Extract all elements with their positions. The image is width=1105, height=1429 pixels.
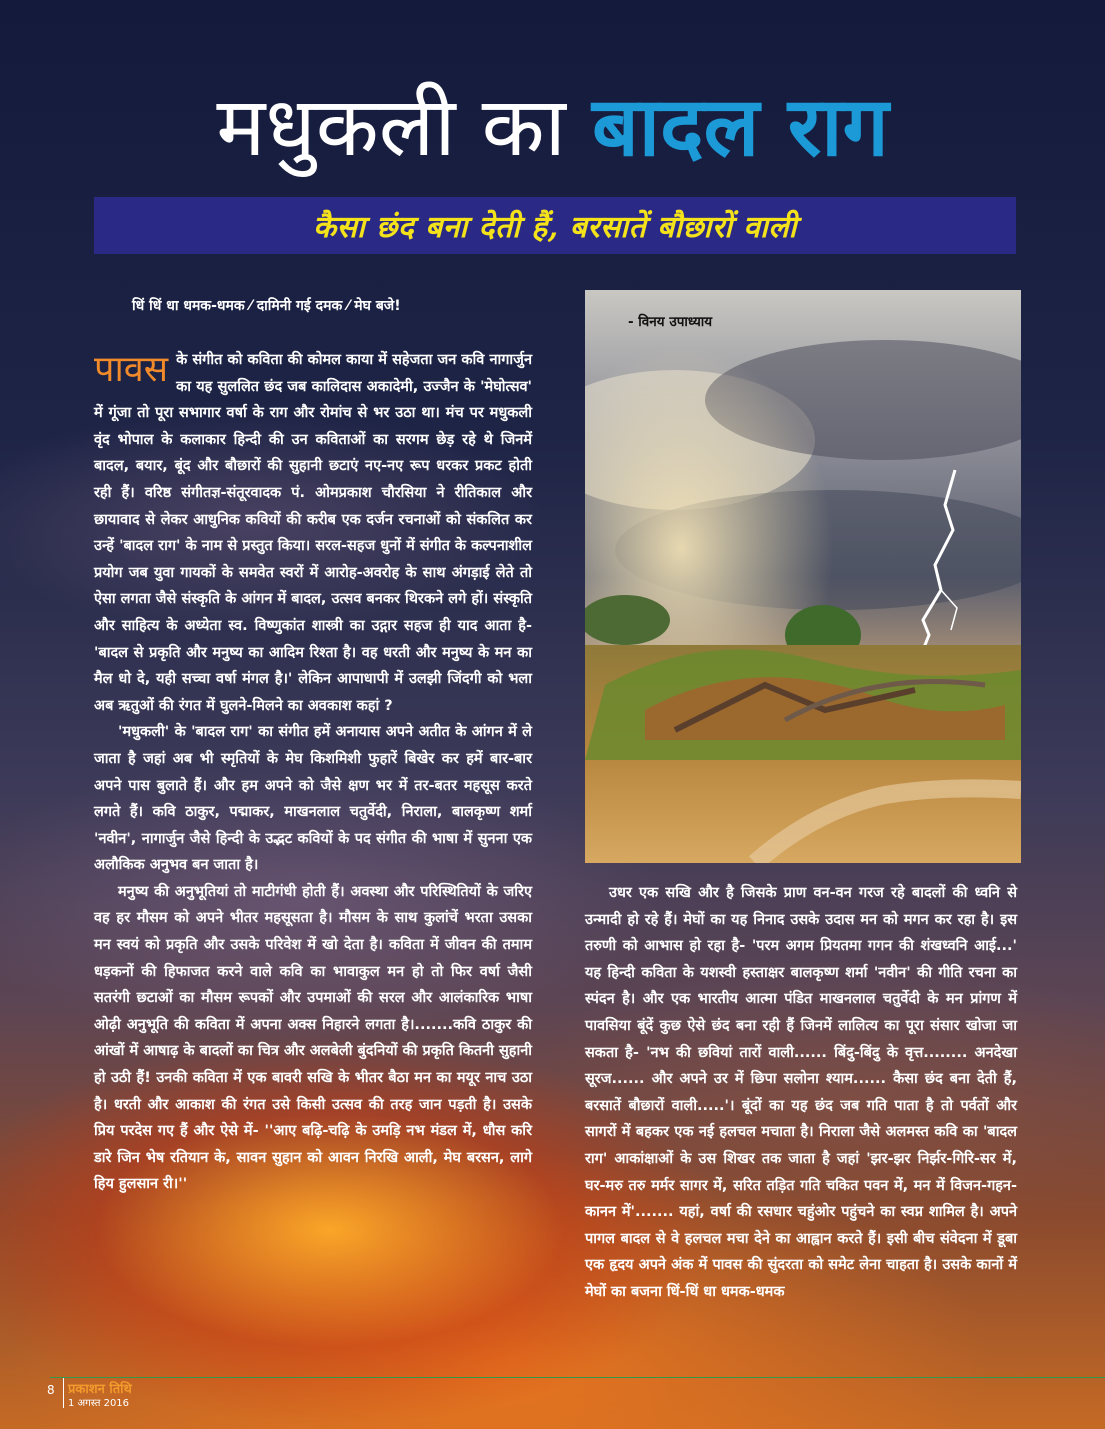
page-number: 8 — [47, 1383, 55, 1397]
opening-couplet: धिं धिं धा धमक-धमक ⁄ दामिनी गई दमक ⁄ मेघ बजे! — [132, 298, 401, 314]
publication-date: 1 अगस्त 2016 — [68, 1398, 130, 1409]
author-credit: - विनय उपाध्याय — [628, 314, 713, 330]
article-paragraph: 'मधुकली' के 'बादल राग' का संगीत हमें अनायास अपने अतीत के आंगन में ले जाता है जहां अब भी स्मृतियों के मेघ किशमिशी फुहारें बिखेर कर हमें बार-बार अपने पास बुलाते हैं। और हम अपने को जैसे क्षण भर में तर-बतर महसूस करते लगते हैं। कवि ठाकुर, पद्माकर, माखनलाल चतुर्वेदी, निराला, बालकृष्ण शर्मा 'नवीन', नागार्जुन जैसे हिन्दी के उद्भट कवियों के पद संगीत की भाषा में सुनना एक अलौकिक अनुभव बन जाता है। — [94, 724, 532, 874]
storm-photo — [585, 290, 1021, 863]
footer-divider — [50, 1377, 1105, 1378]
article-left-column — [94, 347, 532, 1198]
title-part-blue: बादल राग — [591, 80, 889, 175]
storm-lightning-landscape-icon — [585, 290, 1021, 863]
publication-label: प्रकाशन तिथि — [68, 1382, 132, 1397]
paragraph-text: के संगीत को कविता की कोमल काया में सहेजता जन कवि नागार्जुन का यह सुललित छंद जब कालिदास अकादेमी, उज्जैन के 'मेघोत्सव' में गूंजा तो पूरा सभागार वर्षा के राग और रोमांच से भर उठा था। मंच पर मधुकली वृंद भोपाल के कलाकार हिन्दी की उन कविताओं का सरगम छेड़ रहे थे जिनमें बादल, बयार, बूंद और बौछारों की सुहानी छटाएं नए-नए रूप धरकर प्रकट होती रही हैं। वरिष्ठ संगीतज्ञ-संतूरवादक पं. ओमप्रकाश चौरसिया ने रीतिकाल और छायावाद से लेकर आधुनिक कवियों की करीब एक दर्जन रचनाओं को संकलित कर उन्हें 'बादल राग' के नाम से प्रस्तुत किया। सरल-सहज धुनों में संगीत के कल्पनाशील प्रयोग जब युवा गायकों के समवेत स्वरों में आरोह-अवरोह के साथ अंगड़ाई लेते तो ऐसा लगता जैसे संस्कृति के आंगन में बादल, उत्सव बनकर थिरकने लगे हों। संस्कृति और साहित्य के अध्येता स्व. विष्णुकांत शास्त्री का उद्गार सहज ही याद आता है- 'बादल से प्रकृति और मनुष्य का आदिम रिश्ता है। वह धरती और मनुष्य के मन का मैल धो दे, यही सच्चा वर्षा मंगल है।' लेकिन आपाधापी में उलझी जिंदगी को भला अब ऋतुओं की रंगत में घुलने-मिलने का अवकाश कहां ? — [94, 352, 532, 714]
article-paragraph: उधर एक सखि और है जिसके प्राण वन-वन गरज रहे बादलों की ध्वनि से उन्मादी हो रहे हैं। मेघों का यह निनाद उसके उदास मन को मगन कर रहा है। इस तरुणी को आभास हो रहा है- 'परम अगम प्रियतमा गगन की शंखध्वनि आई...' यह हिन्दी कविता के यशस्वी हस्ताक्षर बालकृष्ण शर्मा 'नवीन' की गीति रचना का स्पंदन है। और एक भारतीय आत्मा पंडित माखनलाल चतुर्वेदी के मन प्रांगण में पावसिया बूंदें कुछ ऐसे छंद बना रही हैं जिनमें लालित्य का पूरा संसार खोजा जा सकता है- 'नभ की छवियां तारों वाली...... बिंदु-बिंदु के वृत्त........ अनदेखा सूरज...... और अपने उर में छिपा सलोना श्याम...... कैसा छंद बना देती हैं, बरसातें बौछारों वाली.....'। बूंदों का यह छंद जब गति पाता है तो पर्वतों और सागरों में बहकर एक नई हलचल मचाता है। निराला जैसे अलमस्त कवि का 'बादल राग' आकांक्षाओं के उस शिखर तक जाता है जहां 'झर-झर निर्झर-गिरि-सर में, घर-मरु तरु मर्मर सागर में, सरित तड़ित गति चकित पवन में, मन में विजन-गहन-कानन में'....... यहां, वर्षा की रसधार चहुंओर पहुंचने का स्वप्न शामिल है। अपने पागल बादल से वे हलचल मचा देने का आह्वान करते हैं। इसी बीच संवेदना में डूबा एक हृदय अपने अंक में पावस की सुंदरता को समेट लेना चाहता है। उसके कानों में मेघों का बजना धिं-धिं धा धमक-धमक — [585, 885, 1017, 1300]
subtitle: कैसा छंद बना देती हैं, बरसातें बौछारों वाली — [313, 210, 797, 245]
article-paragraph — [94, 347, 532, 719]
subtitle-band — [94, 197, 1016, 254]
article-paragraph: मनुष्य की अनुभूतियां तो माटीगंधी होती हैं। अवस्था और परिस्थितियों के जरिए वह हर मौसम को अपने भीतर महसूसता है। मौसम के साथ कुलांचें भरता उसका मन स्वयं को प्रकृति और उसके परिवेश में खो देता है। कविता में जीवन की तमाम धड़कनों की हिफाजत करने वाले कवि का भावाकुल मन हो तो फिर वर्षा जैसी सतरंगी छटाओं का मौसम रूपकों और उपमाओं की सरल और आलंकारिक भाषा ओढ़ी अनुभूति की कविता में अपना अक्स निहारने लगता है।.......कवि ठाकुर की आंखों में आषाढ़ के बादलों का चित्र और अलबेली बुंदनियों की प्रकृति कितनी सुहानी हो उठी हैं! उनकी कविता में एक बावरी सखि के भीतर बैठा मन का मयूर नाच उठा है। धरती और आकाश की रंगत उसे किसी उत्सव की तरह जान पड़ती है। उसके प्रिय परदेस गए हैं और ऐसे में- ''आए बढ़ि-चढ़ि के उमड़ि नभ मंडल में, धौस करि डारे जिन भेष रतियान के, सावन सुहान को आवन निरखि आली, मेघ बरसन, लागे हिय हुलसान री।'' — [94, 883, 532, 1193]
footer-separator — [63, 1378, 64, 1408]
page-title — [0, 78, 1105, 178]
title-part-white: मधुकली का — [216, 80, 566, 175]
dropcap-word: पावस — [94, 349, 169, 390]
article-right-column — [585, 880, 1017, 1306]
